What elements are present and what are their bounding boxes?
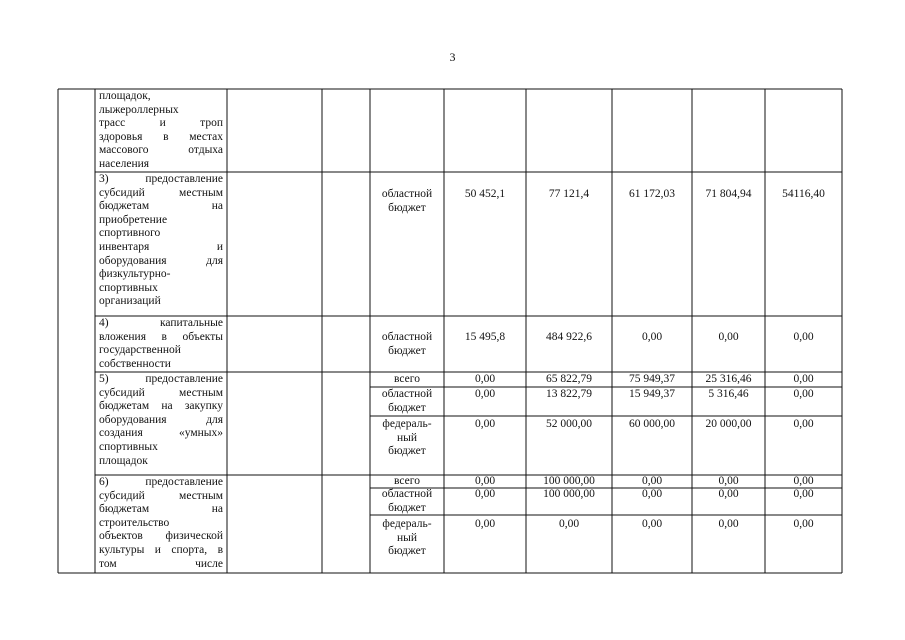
value-cell: 0,00 (641, 488, 663, 500)
funding-source (372, 331, 442, 358)
value-cell: 0,00 (793, 518, 814, 530)
label-line: создания «умных» (99, 427, 223, 440)
value-cell: 0,00 (474, 373, 496, 385)
source-line: ный (396, 531, 418, 544)
value-cell: 71 804,94 (705, 188, 752, 200)
source-line: федераль- (382, 418, 432, 430)
source-line: областной (381, 388, 433, 400)
source-line: всего (394, 475, 420, 487)
value-cell: 25 316,46 (705, 373, 752, 385)
label-line: физкультурно- (99, 268, 171, 281)
value-cell: 0,00 (474, 418, 496, 430)
value-cell: 50 452,1 (464, 188, 506, 200)
source-line: бюджет (388, 545, 426, 558)
value-cell: 100 000,00 (543, 488, 595, 500)
value-cell: 0,00 (641, 475, 663, 487)
label-line: спортивного (99, 227, 161, 240)
label-line: инвентаря и (99, 240, 223, 253)
label-line: 6) предоставление (99, 476, 223, 488)
label-line: площадок (99, 454, 148, 467)
source-line: бюджет (388, 445, 426, 458)
value-cell: 0,00 (474, 518, 496, 530)
funding-source (372, 488, 442, 515)
value-cell: 20 000,00 (705, 418, 752, 430)
value-cell: 77 121,4 (548, 188, 590, 200)
label-line: субсидий местным (99, 489, 223, 502)
row-label (99, 373, 223, 468)
value-cell: 52 000,00 (546, 418, 592, 430)
value-cell: 0,00 (793, 331, 814, 343)
funding-source (372, 418, 442, 459)
value-cell: 0,00 (474, 388, 496, 400)
funding-source (372, 475, 442, 489)
label-line: спортивных (99, 281, 158, 294)
row-label (99, 173, 223, 309)
label-line: 4) капитальные (99, 317, 223, 329)
value-cell: 61 172,03 (629, 188, 675, 200)
value-cell: 0,00 (718, 518, 739, 530)
source-line: всего (394, 373, 420, 385)
label-line: приобретение (99, 213, 168, 226)
value-cell: 0,00 (558, 518, 580, 530)
source-line: областной (381, 488, 433, 500)
value-cell: 0,00 (793, 475, 814, 487)
value-cell: 60 000,00 (629, 418, 675, 430)
page-number: 3 (449, 50, 456, 64)
value-cell: 0,00 (641, 331, 663, 343)
source-line: бюджет (388, 501, 426, 514)
funding-source (372, 188, 442, 215)
source-line: бюджет (388, 201, 426, 214)
label-line: площадок, (99, 90, 151, 102)
label-line: спортивных (99, 440, 158, 453)
value-cell: 0,00 (718, 475, 739, 487)
label-line: бюджетам на (99, 200, 223, 213)
value-cell: 100 000,00 (543, 475, 595, 487)
label-line: собственности (99, 357, 171, 370)
value-cell: 13 822,79 (546, 388, 592, 400)
value-cell: 5 316,46 (708, 388, 749, 400)
label-line: организаций (99, 295, 161, 308)
label-line: субсидий местным (99, 386, 223, 399)
label-line: 3) предоставление (99, 173, 223, 185)
label-line: оборудования для (99, 254, 223, 267)
label-line: бюджетам на (99, 503, 223, 516)
funding-source (372, 518, 442, 559)
value-cell: 54116,40 (782, 188, 825, 200)
value-cell: 484 922,6 (546, 331, 592, 343)
value-cell: 15 949,37 (629, 388, 675, 400)
source-line: федераль- (382, 518, 432, 530)
label-line: 5) предоставление (99, 373, 223, 385)
label-line: оборудования для (99, 413, 223, 426)
label-line: том числе (99, 557, 223, 570)
value-cell: 0,00 (793, 418, 814, 430)
value-cell: 0,00 (718, 331, 739, 343)
row-label (99, 476, 223, 571)
label-line: государственной (99, 344, 181, 357)
source-line: областной (381, 188, 433, 200)
value-cell: 0,00 (641, 518, 663, 530)
label-line: строительство (99, 516, 170, 529)
label-line: бюджетам на закупку (99, 400, 223, 413)
value-cell: 0,00 (474, 488, 496, 500)
row-label (99, 90, 223, 172)
value-cell: 65 822,79 (546, 373, 592, 385)
label-line: культуры и спорта, в (99, 543, 223, 556)
funding-source (372, 373, 442, 387)
funding-source (372, 388, 442, 415)
label-line: массового отдыха (99, 144, 223, 157)
source-line: ный (396, 431, 418, 444)
source-line: бюджет (388, 344, 426, 357)
label-line: населения (99, 157, 150, 170)
label-line: объектов физической (99, 530, 223, 543)
label-line: вложения в объекты (99, 330, 223, 343)
label-line: трасс и троп (99, 117, 223, 130)
label-line: субсидий местным (99, 186, 223, 199)
label-line: здоровья в местах (99, 130, 223, 143)
source-line: бюджет (388, 401, 426, 414)
value-cell: 0,00 (793, 488, 814, 500)
row-label (99, 317, 223, 371)
source-line: областной (381, 331, 433, 343)
value-cell: 0,00 (793, 373, 814, 385)
value-cell: 0,00 (793, 388, 814, 400)
value-cell: 0,00 (718, 488, 739, 500)
value-cell: 15 495,8 (464, 331, 506, 343)
value-cell: 0,00 (474, 475, 496, 487)
value-cell: 75 949,37 (629, 373, 675, 385)
label-line: лыжероллерных (99, 103, 179, 116)
